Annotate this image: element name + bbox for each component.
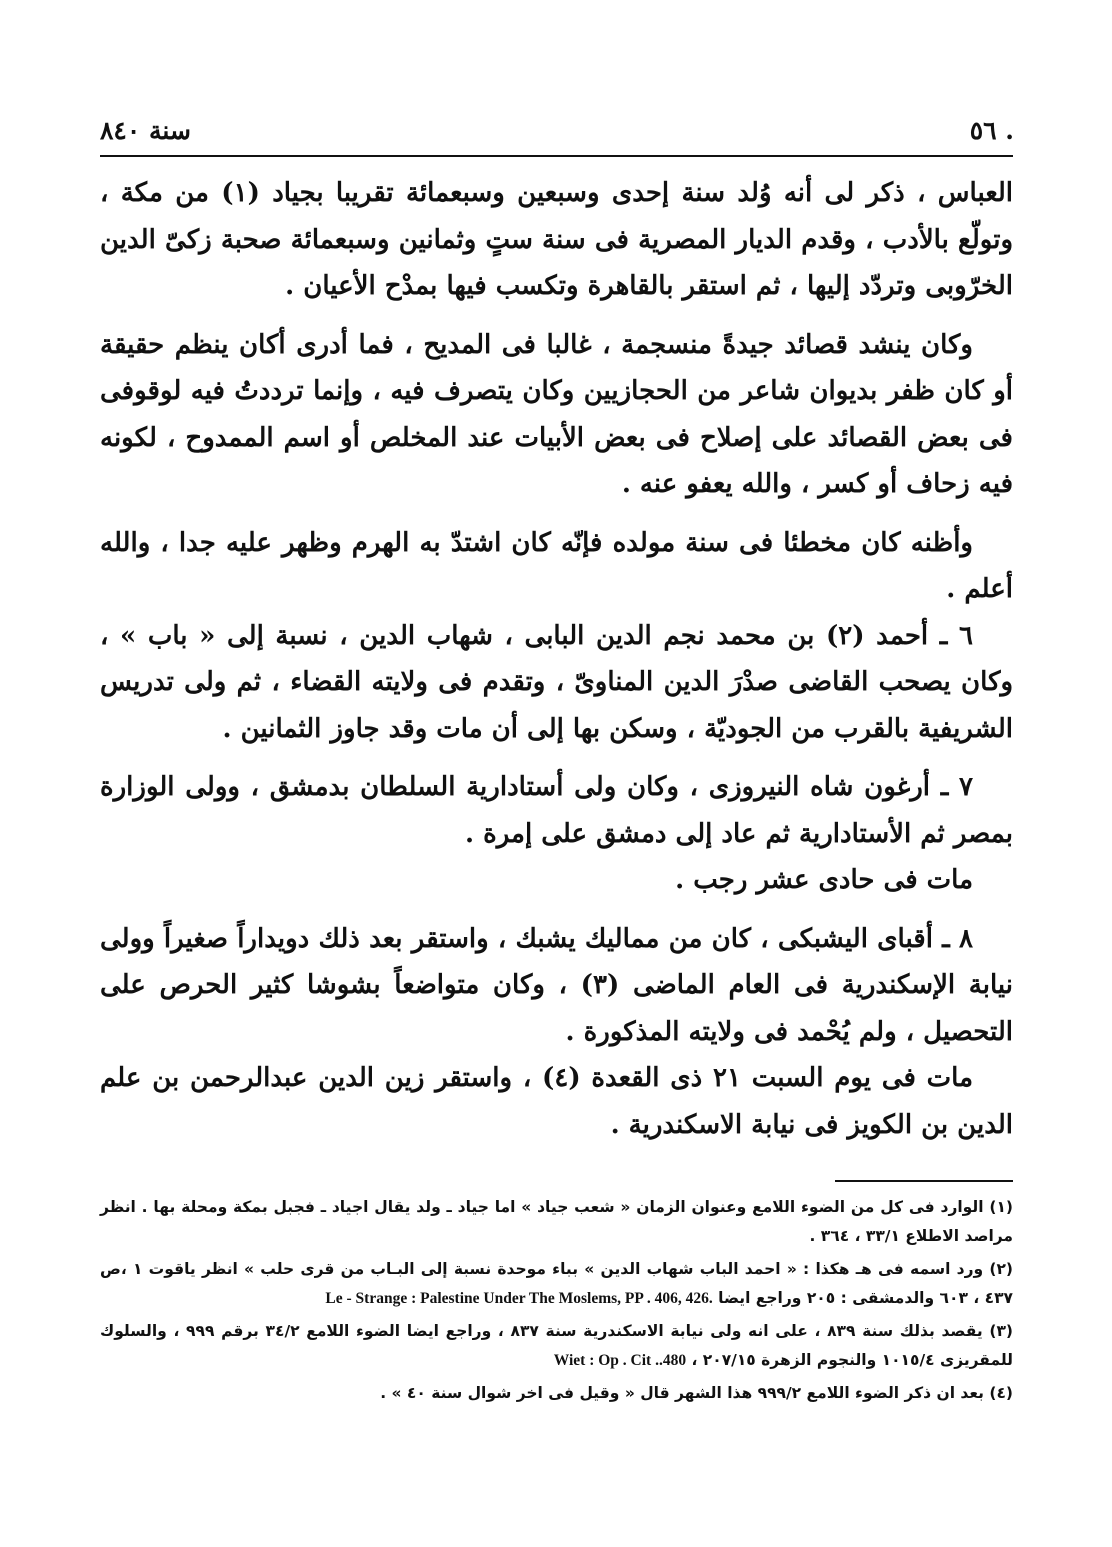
footnote-3-text: (٣) يقصد بذلك سنة ٨٣٩ ، على انه ولى نيابة الاسكندرية سنة ٨٣٧ ، وراجع ايضا الضوء اللامع ٣٤/٢ برقم ٩٩٩ ، والسلوك للمقريزى ١٠١٥/٤ والنجوم الزهرة ٢٠٧/١٥ ، [100,1322,1013,1369]
footnote-2-latin-ref: Le - Strange : Palestine Under The Moslems, PP . 406, 426. [325,1290,713,1307]
paragraph-birth-estimate: وأظنه كان مخطئا فى سنة مولده فإنّه كان اشتدّ به الهرم وظهر عليه جدا ، والله أعلم . [100,527,1013,604]
entry-8-aqbay: ٨ ـ أقباى اليشبكى ، كان من مماليك يشبك ، واستقر بعد ذلك دويداراً صغيراً وولى نيابة الإسكندرية فى العام الماضى (٣) ، وكان متواضعاً بشوشا كثير الحرص على التحصيل ، ولم يُحْمد فى ولايته المذكورة . [100,923,1013,1047]
entry-7-death: مات فى حادى عشر رجب . [675,865,973,895]
paragraph-abbas: العباس ، ذكر لى أنه وُلد سنة إحدى وسبعين وسبعمائة تقريبا بجياد (١) من مكة ، وتولّع بالأدب ، وقدم الديار المصرية فى سنة ستٍ وثمانين وسبعمائة صحبة زكىّ الدين الخرّوبى وتردّد إليها ، ثم استقر بالقاهرة وتكسب فيها بمدْح الأعيان . [100,178,1014,301]
entry-8-death: مات فى يوم السبت ٢١ ذى القعدة (٤) ، واستقر زين الدين عبدالرحمن بن علم الدين بن الكويز فى نيابة الاسكندرية . [100,1063,1013,1140]
footnote-2 [100,1255,1013,1313]
footnote-2-text: (٢) ورد اسمه فى هـ هكذا : « احمد الباب شهاب الدين » بباء موحدة نسبة إلى البـاب من قرى حلب » انظر ياقوت ١ ،ص ٤٣٧ ، ٦٠٣ والدمشقى : ٢٠٥ وراجع ايضا [100,1260,1013,1307]
paragraph-poetry: وكان ينشد قصائد جيدةً منسجمة ، غالبا فى المديح ، فما أدرى أكان ينظم حقيقة أو كان ظفر بديوان شاعر من الحجازيين وكان يتصرف فيه ، وإنما ترددتُ فيه لوقوفى فى بعض القصائد على إصلاح فى بعض الأبيات عند المخلص أو اسم الممدوح ، لكونه فيه زحاف أو كسر ، والله يعفو عنه . [100,329,1013,499]
footnote-3 [100,1317,1013,1375]
entry-7-arghun: ٧ ـ أرغون شاه النيروزى ، وكان ولى أستادارية السلطان بدمشق ، وولى الوزارة بمصر ثم الأستادارية ثم عاد إلى دمشق على إمرة . [100,772,1013,849]
header-rule [100,155,1013,157]
footnotes [100,1193,1013,1412]
footnote-3-latin-ref: Wiet : Op . Cit ..480 [553,1352,687,1369]
footnote-1: (١) الوارد فى كل من الضوء اللامع وعنوان الزمان « شعب جياد » اما جياد ـ ولد يقال اجياد ـ فجبل بمكة ومحلة بها . انظر مراصد الاطلاع ٣٣/١ ، ٣٦٤ . [100,1198,1013,1245]
page-number: ٥٦ . [969,116,1014,145]
running-header [100,112,1014,152]
main-text [100,170,1013,1160]
year-title: سنة ٨٤٠ [100,116,191,145]
entry-6-ahmad: ٦ ـ أحمد (٢) بن محمد نجم الدين البابى ، شهاب الدين ، نسبة إلى « باب » ، وكان يصحب القاضى صدْرَ الدين المناوىّ ، وتقدم فى ولايته القضاء ، ثم ولى تدريس الشريفية بالقرب من الجوديّة ، وسكن بها إلى أن مات وقد جاوز الثمانين . [100,620,1013,744]
footnote-4: (٤) بعد ان ذكر الضوء اللامع ٩٩٩/٢ هذا الشهر قال « وقيل فى اخر شوال سنة ٤٠ » . [380,1384,1013,1402]
footnote-rule [835,1180,1013,1182]
